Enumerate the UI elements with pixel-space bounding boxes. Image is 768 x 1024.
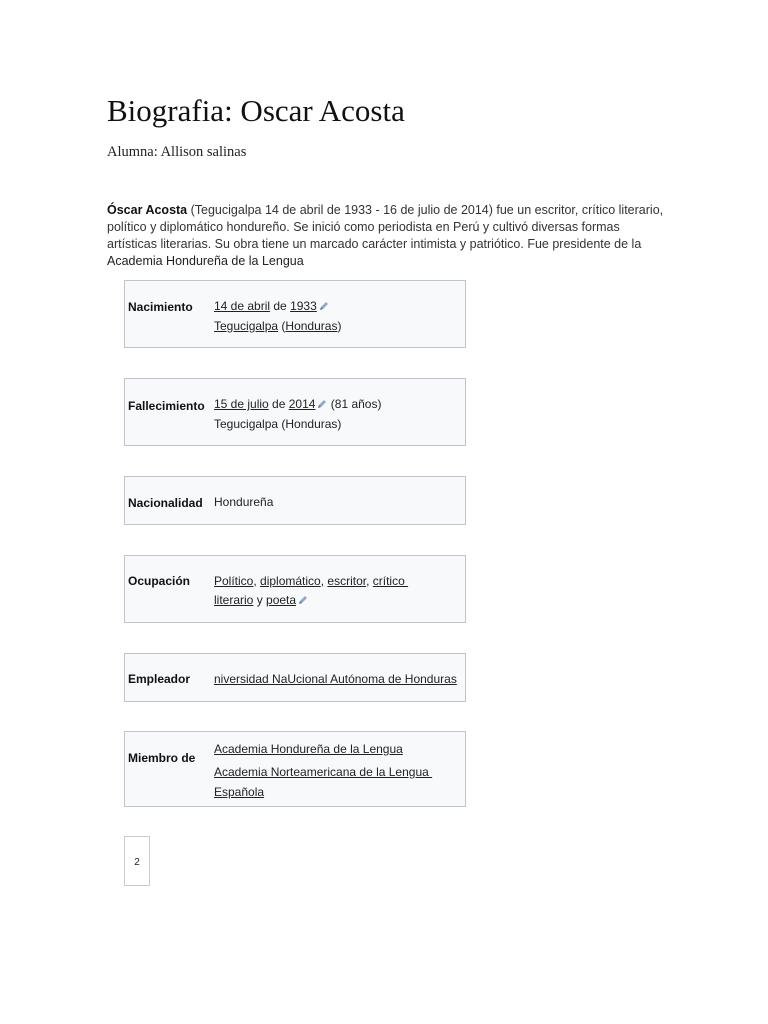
birth-sep: de bbox=[270, 299, 291, 313]
occupation-escritor-link[interactable]: escritor bbox=[327, 574, 367, 588]
occupation-comma: , bbox=[366, 574, 373, 588]
nationality-label: Nacionalidad bbox=[128, 496, 203, 510]
occupation-comma: , bbox=[253, 574, 261, 588]
birth-country-link[interactable]: Honduras bbox=[285, 319, 338, 333]
page-number: 2 bbox=[134, 857, 140, 868]
birth-day-link[interactable]: 14 de abril bbox=[214, 299, 271, 313]
occupation-literario-link[interactable]: literario bbox=[214, 593, 254, 607]
infobox-birth bbox=[124, 280, 466, 348]
page-number-box bbox=[124, 836, 150, 886]
infobox-member bbox=[124, 731, 466, 807]
member-item-2-cont bbox=[214, 782, 264, 802]
occupation-label: Ocupación bbox=[128, 574, 191, 588]
occupation-politico-link[interactable]: Político bbox=[214, 574, 254, 588]
infobox-nationality bbox=[124, 476, 466, 525]
death-age: (81 años) bbox=[327, 397, 382, 411]
pencil-icon[interactable] bbox=[317, 399, 327, 409]
nationality-value: Hondureña bbox=[214, 495, 274, 509]
occupation-line-1 bbox=[214, 571, 408, 591]
death-sep: de bbox=[268, 397, 289, 411]
death-day-link[interactable]: 15 de julio bbox=[214, 397, 269, 411]
employer-label: Empleador bbox=[128, 672, 191, 686]
intro-name: Óscar Acosta bbox=[107, 203, 188, 217]
death-label: Fallecimiento bbox=[128, 399, 205, 413]
intro-text: (Tegucigalpa 14 de abril de 1933 - 16 de julio de 2014) fue un escritor, crítico literario, político y diplomático hondureño. Se inició como periodista en Perú y cultivó diversas formas artísticas literarias. Su obra tiene un marcado carácter intimista y patriótico. Fue presidente de la bbox=[107, 203, 664, 251]
member-academy-north-america-link-cont[interactable]: Española bbox=[214, 785, 265, 799]
birth-paren-open: ( bbox=[278, 319, 286, 333]
infobox-employer bbox=[124, 653, 466, 702]
birth-date bbox=[214, 296, 329, 316]
member-academy-north-america-link[interactable]: Academia Norteamericana de la Lengua bbox=[214, 765, 433, 779]
employer-link[interactable]: niversidad NaUcional Autónoma de Honduras bbox=[214, 672, 457, 686]
birth-place bbox=[214, 316, 341, 336]
occupation-and: y bbox=[253, 593, 267, 607]
employer-value bbox=[214, 669, 457, 689]
intro-paragraph bbox=[107, 202, 667, 270]
occupation-comma: , bbox=[320, 574, 328, 588]
pencil-icon[interactable] bbox=[319, 301, 329, 311]
page-title: Biografia: Oscar Acosta bbox=[107, 93, 405, 128]
member-item-1 bbox=[214, 739, 403, 759]
member-item-2 bbox=[214, 762, 432, 782]
death-place: Tegucigalpa (Honduras) bbox=[214, 417, 342, 431]
birth-city-link[interactable]: Tegucigalpa bbox=[214, 319, 279, 333]
occupation-critico-link[interactable]: crítico bbox=[372, 574, 409, 588]
member-label: Miembro de bbox=[128, 751, 196, 765]
death-year-link[interactable]: 2014 bbox=[288, 397, 316, 411]
occupation-line-2 bbox=[214, 590, 308, 610]
infobox-death bbox=[124, 378, 466, 446]
intro-academy: Academia Hondureña de la Lengua bbox=[107, 254, 304, 268]
student-name: Alumna: Allison salinas bbox=[107, 144, 247, 160]
member-academy-honduras-link[interactable]: Academia Hondureña de la Lengua bbox=[214, 742, 403, 756]
infobox-occupation bbox=[124, 555, 466, 623]
death-date bbox=[214, 394, 381, 414]
birth-year-link[interactable]: 1933 bbox=[290, 299, 317, 313]
occupation-poeta-link[interactable]: poeta bbox=[266, 593, 297, 607]
occupation-diplomatico-link[interactable]: diplomático bbox=[260, 574, 321, 588]
birth-label: Nacimiento bbox=[128, 300, 193, 314]
pencil-icon[interactable] bbox=[298, 595, 308, 605]
birth-paren-close: ) bbox=[337, 319, 342, 333]
